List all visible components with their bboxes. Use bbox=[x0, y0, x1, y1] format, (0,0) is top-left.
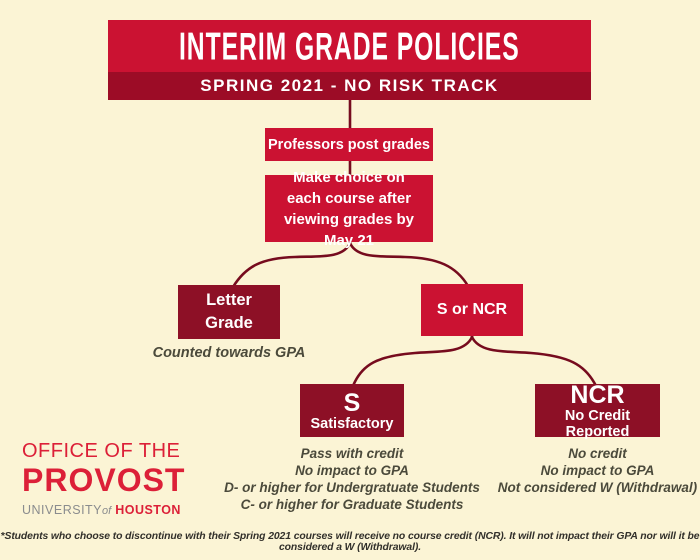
ncr-note-line: No credit bbox=[568, 446, 627, 461]
ncr-note-line: Not considered W (Withdrawal) bbox=[497, 480, 698, 495]
flow-box-letter-grade bbox=[178, 285, 280, 339]
flow-box-label: S or NCR bbox=[436, 301, 508, 318]
s-note-line: D- or higher for Undergratuate Students bbox=[224, 480, 480, 495]
logo-houston-text: HOUSTON bbox=[115, 503, 181, 517]
logo-university-of-houston bbox=[22, 503, 185, 517]
logo-office-line: OFFICE OF THE bbox=[22, 440, 181, 462]
logo-provost-line: PROVOST bbox=[22, 462, 186, 498]
s-note-line: Pass with credit bbox=[300, 446, 404, 461]
page-subtitle: SPRING 2021 - NO RISK TRACK bbox=[200, 76, 499, 95]
flow-box-s bbox=[300, 384, 404, 437]
s-grade-subtitle: Satisfactory bbox=[310, 415, 394, 432]
s-note-line: C- or higher for Graduate Students bbox=[240, 497, 464, 512]
page-title: INTERIM GRADE POLICIES bbox=[179, 22, 520, 68]
s-note-line: No impact to GPA bbox=[295, 463, 409, 478]
logo-of-text: of bbox=[102, 505, 112, 517]
ncr-notes bbox=[490, 445, 700, 496]
flow-box-s-or-ncr bbox=[421, 284, 523, 336]
flow-box-label: Professors post grades bbox=[268, 136, 430, 153]
footnote: *Students who choose to discontinue with their Spring 2021 courses will receive no course credit (NCR). It will not impact their GPA nor will it be considered a W (Withdrawal). bbox=[0, 531, 700, 553]
s-notes bbox=[197, 445, 507, 513]
ncr-note-line: No impact to GPA bbox=[540, 463, 655, 478]
ncr-grade-subtitle: No Credit Reported bbox=[564, 407, 631, 440]
curve-sorncr-to-ncr bbox=[472, 334, 596, 386]
header-title-band bbox=[108, 20, 591, 72]
letter-grade-line2: Grade bbox=[205, 314, 253, 332]
s-grade-title: S bbox=[343, 388, 361, 417]
letter-grade-line1: Letter bbox=[206, 291, 252, 309]
header-subtitle-band bbox=[108, 72, 591, 100]
letter-grade-note: Counted towards GPA bbox=[152, 345, 306, 361]
flow-box-ncr bbox=[535, 380, 660, 440]
curve-sorncr-to-s bbox=[353, 334, 472, 386]
header-banner bbox=[108, 20, 591, 100]
office-of-the-provost-logo bbox=[22, 440, 185, 517]
flow-box-professors-post-grades bbox=[265, 128, 433, 161]
logo-university-text: UNIVERSITY bbox=[22, 503, 103, 517]
flow-box-label: Make choice on each course after viewing grades by May 21 bbox=[283, 168, 415, 249]
ncr-grade-title: NCR bbox=[570, 380, 625, 409]
flow-box-make-choice bbox=[265, 168, 433, 249]
